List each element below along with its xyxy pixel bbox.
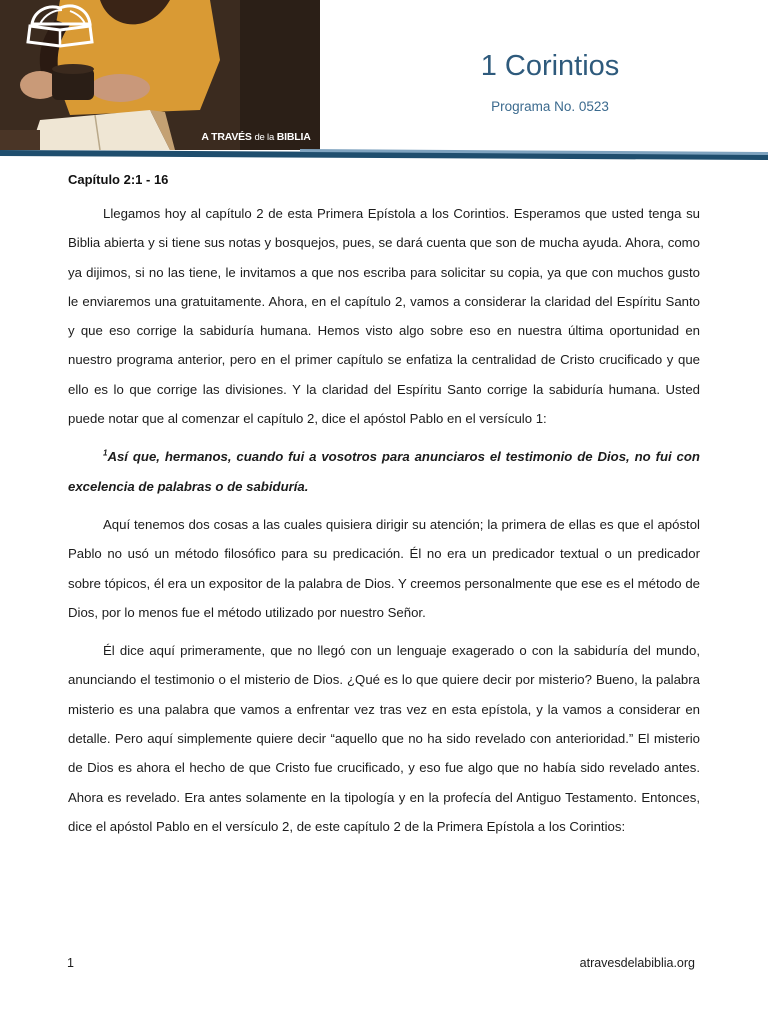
paragraph-2: Aquí tenemos dos cosas a las cuales quisiera dirigir su atención; la primera de ellas es que el apóstol Pablo no usó un método filosófico para su predicación. Él no era un predicador textual o un predicador sobre tópicos, él era un expositor de la palabra de Dios. Y creemos personalmente que ese es el método de Dios, por lo menos fue el método utilizado por nuestro Señor. bbox=[68, 516, 700, 620]
verse-number: 1 bbox=[103, 448, 108, 458]
document-body bbox=[68, 172, 700, 850]
chapter-heading: Capítulo 2:1 - 16 bbox=[68, 172, 169, 187]
document-title: 1 Corintios bbox=[480, 50, 620, 82]
paragraph-3: Él dice aquí primeramente, que no llegó con un lenguaje exagerado o con la sabiduría del mundo, anunciando el testimonio o el misterio de Dios. ¿Qué es lo que quiere decir por misterio? Bueno, la palabra misterio es una palabra que vamos a enfrentar vez tras vez en esta epístola, y la vamos a considerar en detalle. Pero aquí simplemente quiere decir “aquello que no ha sido revelado con anterioridad.” El misterio de Dios es ahora el hecho de que Cristo fue crucificado, y eso fue algo que no había sido revelado antes. Ahora es revelado. Era antes solamente en la tipología y en la profecía del Antiguo Testamento. Entonces, dice el apóstol Pablo en el versículo 2, de este capítulo 2 de la Primera Epístola a los Corintios: bbox=[68, 643, 700, 834]
page-number: 1 bbox=[67, 956, 74, 970]
header-photo bbox=[0, 0, 320, 150]
paragraph-1: Llegamos hoy al capítulo 2 de esta Primera Epístola a los Corintios. Esperamos que usted tenga su Biblia abierta y si tiene sus notas y bosquejos, pues, se dará cuenta que son de mucha ayuda. Ahora, como ya dijimos, si no las tiene, le invitamos a que nos escriba para solicitar su copia, ya que con muchos gusto le enviaremos una gratuitamente. Ahora, en el capítulo 2, vamos a considerar la claridad del Espíritu Santo y que eso corrige la sabiduría humana. Hemos visto algo sobre eso en nuestra última oportunidad en nuestro programa anterior, pero en el primer capítulo se enfatiza la centralidad de Cristo crucificado y que ello es lo que corrige las divisiones. Y la claridad del Espíritu Santo corrige la sabiduría humana. Usted puede notar que al comenzar el capítulo 2, dice el apóstol Pablo en el versículo 1: bbox=[68, 206, 700, 427]
globe-bible-logo-icon bbox=[0, 0, 128, 70]
verse-text: Así que, hermanos, cuando fui a vosotros para anunciaros el testimonio de Dios, no fui con excelencia de palabras o de sabiduría. bbox=[68, 449, 700, 494]
verse-quote bbox=[68, 442, 700, 501]
header-divider bbox=[0, 148, 768, 162]
brand-wordmark: A TRAVÉS de la BIBLIA bbox=[201, 131, 311, 143]
program-number: Programa No. 0523 bbox=[491, 99, 609, 114]
footer-website-link[interactable]: atravesdelabiblia.org bbox=[579, 956, 695, 970]
